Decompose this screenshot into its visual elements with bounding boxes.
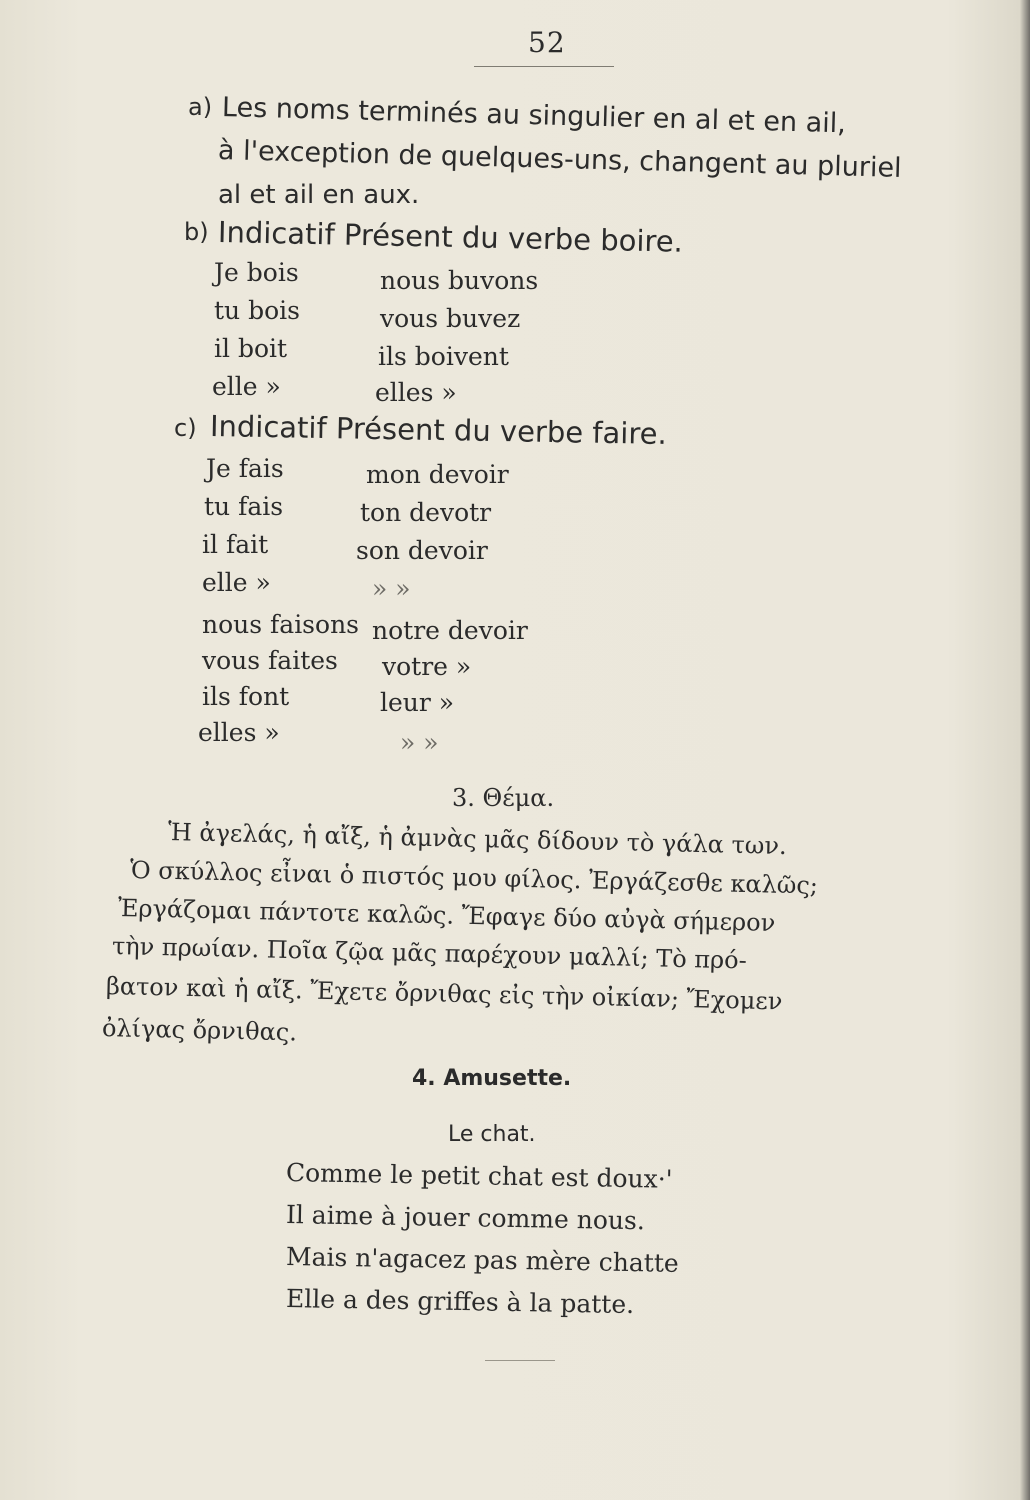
section-c-row-4-right: » »	[372, 574, 411, 603]
greek-line-1: Ἡ ἀγελάς, ἡ αἴξ, ἡ ἀμνὰς μᾶς δίδουν τὸ γάλα των.	[167, 818, 787, 861]
section-c-row-7-right: leur »	[380, 688, 455, 717]
section-c-row-8-left: elles »	[198, 718, 280, 747]
section-b-row-3-right: ils boivent	[378, 342, 509, 371]
section-c-row-3-left: il fait	[202, 530, 269, 559]
section-c-row-1-right: mon devoir	[366, 460, 509, 489]
section-c-row-2-right: ton devotr	[360, 498, 492, 527]
section-c-row-1-left: Je fais	[206, 454, 284, 483]
section-c-row-2-left: tu fais	[204, 492, 284, 521]
section-c-heading: Indicatif Présent du verbe faire.	[209, 409, 668, 451]
greek-line-5: βατον καὶ ἡ αἴξ. Ἔχετε ὄρνιθας εἰς τὴν οἰκίαν; Ἔχομεν	[105, 972, 783, 1016]
section-b-row-4-right: elles »	[375, 378, 457, 407]
section-b-label: b)	[184, 218, 209, 246]
greek-line-4: τὴν πρωίαν. Ποῖα ζῷα μᾶς παρέχουν μαλλί; Τὸ πρό-	[111, 932, 748, 975]
section-4-title: 4. Amusette.	[412, 1066, 572, 1091]
section-3-title: 3. Θέμα.	[452, 784, 555, 812]
greek-line-2: Ὁ σκύλλος εἶναι ὁ πιστός μου φίλος. Ἐργάζεσθε καλῶς;	[129, 856, 819, 900]
poem-line-4: Elle a des griffes à la patte.	[285, 1284, 635, 1320]
section-c-row-6-right: votre »	[382, 652, 472, 681]
section-b-heading: Indicatif Présent du verbe boire.	[217, 215, 684, 259]
section-c-row-8-right: » »	[400, 728, 439, 757]
section-c-row-7-left: ils font	[202, 682, 290, 711]
section-c-row-5-right: notre devoir	[372, 616, 528, 645]
section-c-row-3-right: son devoir	[356, 536, 488, 565]
page-number: 52	[528, 26, 566, 59]
poem-line-3: Mais n'agacez pas mère chatte	[285, 1242, 679, 1278]
section-b-row-1-left: Je bois	[214, 258, 299, 287]
greek-line-6: ὀλίγας ὄρνιθας.	[101, 1014, 298, 1047]
greek-line-3: Ἐργάζομαι πάντοτε καλῶς. Ἔφαγε δύο αὐγὰ σήμερον	[117, 894, 776, 937]
section-b-row-3-left: il boit	[214, 334, 288, 363]
section-b-row-2-right: vous buvez	[380, 304, 521, 333]
section-a-label: a)	[188, 93, 213, 121]
poem-line-2: Il aime à jouer comme nous.	[285, 1200, 646, 1236]
section-b-row-1-right: nous buvons	[380, 266, 539, 295]
section-c-row-4-left: elle »	[202, 568, 271, 597]
section-b-row-4-left: elle »	[212, 372, 281, 401]
section-c-row-6-left: vous faites	[202, 646, 338, 675]
section-a-line-2: à l'exception de quelques-uns, changent au pluriel	[217, 135, 902, 184]
end-rule	[485, 1360, 555, 1361]
section-a-line-3: al et ail en aux.	[218, 180, 420, 210]
section-a-line-1: Les noms terminés au singulier en al et en ail,	[221, 92, 847, 140]
section-c-row-5-left: nous faisons	[202, 610, 359, 639]
page-number-rule	[474, 66, 614, 67]
section-c-label: c)	[174, 414, 197, 442]
poem-title: Le chat.	[448, 1122, 536, 1147]
section-b-row-2-left: tu bois	[214, 296, 300, 325]
poem-line-1: Comme le petit chat est doux·'	[285, 1158, 673, 1194]
